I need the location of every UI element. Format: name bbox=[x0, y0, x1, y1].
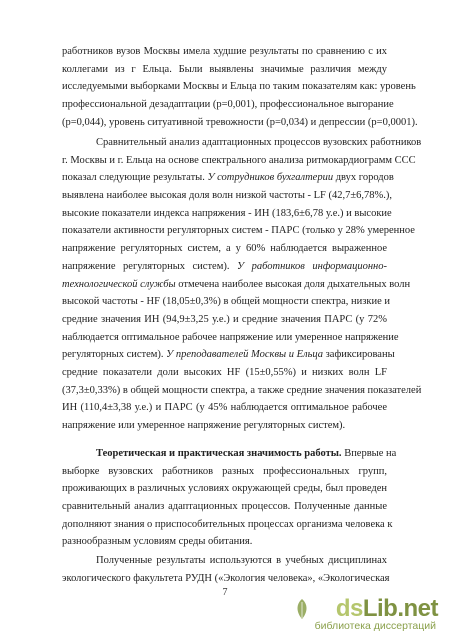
text-line: напряжение или умеренное напряжение регуляторных систем). bbox=[62, 420, 346, 431]
text-line: Сравнительный анализ адаптационных процессов вузовских работников bbox=[96, 137, 422, 148]
text-run: отмечена наиболее высокая доля дыхательных волн bbox=[175, 278, 411, 290]
text-run: регуляторных систем). bbox=[62, 349, 167, 361]
watermark-title-left: ds bbox=[335, 595, 363, 622]
text-line: ИН (110,4±3,38 у.е.) и ПАРС (у 45% наблюдается оптимальное рабочее bbox=[62, 402, 387, 414]
paragraph-spectral-analysis bbox=[62, 134, 422, 435]
paragraph-results-moscow-yelets bbox=[62, 43, 418, 131]
text-line: проживающих в различных условиях окружающей среды, был проведен bbox=[62, 483, 387, 495]
leaf-icon bbox=[294, 598, 310, 620]
text-line: дополняют знания о приспособительных процессах организма человека к bbox=[62, 518, 393, 530]
dslib-watermark bbox=[263, 596, 438, 632]
watermark-subtitle: библиотека диссертаций bbox=[314, 620, 436, 632]
text-line: показатели активности регуляторных систем - ПАРС (только у 28% умеренное bbox=[62, 225, 415, 237]
text-line: экологического факультета РУДН («Экология человека», «Экологическая bbox=[62, 572, 390, 584]
text-line: Полученные результаты используются в учебных дисциплинах bbox=[96, 555, 387, 566]
text-line: напряжение регуляторных систем, а у 60% наблюдается выраженное bbox=[62, 243, 387, 255]
text-line: выборке вузовских работников разных профессиональных групп, bbox=[62, 465, 387, 477]
italic-text: У сотрудников бухгалтерии bbox=[207, 172, 334, 184]
text-line bbox=[62, 346, 395, 364]
paragraph-significance bbox=[62, 445, 397, 551]
text-line: высокие показатели индекса напряжения - ИН (183,6±6,78 у.е.) и высокие bbox=[62, 207, 392, 219]
text-line: работников вузов Москвы имела худшие результаты по сравнению с их bbox=[62, 46, 387, 57]
text-line: профессиональной дезадаптации (p=0,001), профессиональное выгорание bbox=[62, 99, 394, 111]
text-run: напряжение регуляторных систем). bbox=[62, 260, 238, 272]
text-line bbox=[62, 258, 387, 276]
text-line bbox=[62, 169, 394, 187]
italic-text: У работников информационно- bbox=[237, 260, 388, 272]
text-line: г. Москвы и г. Ельца на основе спектрального анализа ритмокардиограмм ССС bbox=[62, 154, 416, 166]
text-line: выявлена наиболее высокая доля волн низкой частоты - LF (42,7±6,78%.), bbox=[62, 190, 392, 202]
text-line: сравнительный анализ адаптационных процессов. Полученные данные bbox=[62, 501, 387, 513]
watermark-title-right: Lib.net bbox=[362, 595, 438, 622]
bold-heading: Теоретическая и практическая значимость работы. bbox=[96, 448, 342, 459]
text-line: высокой частоты - HF (18,05±0,3%) в общей мощности спектра, низкие и bbox=[62, 296, 391, 308]
italic-text: технологической службы bbox=[62, 278, 176, 290]
text-line: (37,3±0,33%) в общей мощности спектра, а также средние значения показателей bbox=[62, 384, 422, 396]
paragraph-application bbox=[62, 552, 390, 587]
text-line: разнообразным условиям среды обитания. bbox=[62, 536, 253, 548]
italic-text: У преподавателей Москвы и Ельца bbox=[166, 349, 324, 361]
text-run: зафиксированы bbox=[323, 349, 395, 361]
page-number: 7 bbox=[222, 587, 228, 598]
text-line: средние показатели доли высоких HF (15±0,55%) и низких волн LF bbox=[62, 366, 387, 378]
text-line: (p=0,044), уровень ситуативной тревожности (p=0,034) и депрессии (p=0,0001). bbox=[62, 116, 418, 128]
text-line bbox=[62, 445, 397, 463]
text-line bbox=[62, 276, 411, 294]
watermark-logo-text bbox=[336, 596, 438, 622]
text-line: наблюдается оптимальное рабочее напряжение или умеренное напряжение bbox=[62, 331, 399, 343]
text-run: показал следующие результаты. bbox=[62, 172, 208, 184]
text-line: исследуемыми выборками Москвы и Ельца по таким показателям как: уровень bbox=[62, 81, 416, 93]
text-line: средние значения ИН (94,9±3,25 у.е.) и средние значения ПАРС (у 72% bbox=[62, 313, 387, 325]
text-line: коллегами из г Ельца. Были выявлены значимые различия между bbox=[62, 63, 387, 75]
text-run: Впервые на bbox=[341, 448, 397, 459]
text-run: двух городов bbox=[333, 172, 394, 184]
